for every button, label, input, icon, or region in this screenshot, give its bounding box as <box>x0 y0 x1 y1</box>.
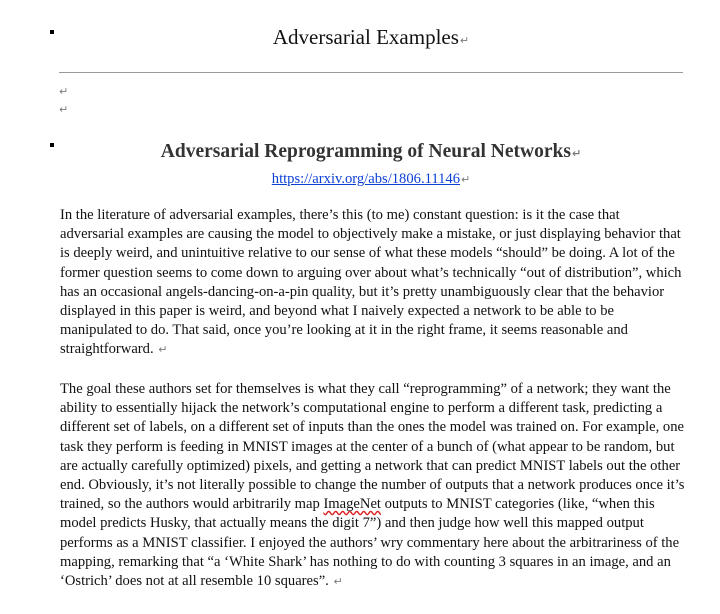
article-title <box>60 140 682 166</box>
paragraph-1-text: In the literature of adversarial examples, there’s this (to me) constant question: is it the case that adversarial examples are causing the model to objectively make a mistake, or just displaying behavior that is deeply weird, and unintuitive relative to our sense of what these models “should” be doing. A lot of the former question seems to come down to arguing over about what’s technically “out of distribution”, which has an occasional angels-dancing-on-a-pin quality, but it’s pretty unambiguously clear that the behavior displayed in this paper is weird, and beyond what I naively expected a network to be able to be manipulated to do. That said, once you’re looking at it in the right frame, it seems reasonable and straightforward. <box>60 207 682 358</box>
paragraph-mark-icon: ↵ <box>333 575 343 589</box>
document-title <box>60 24 682 54</box>
body-paragraph-2 <box>60 380 686 591</box>
paragraph-mark-icon: ↵ <box>158 343 168 357</box>
horizontal-rule <box>59 72 683 73</box>
paragraph-mark-icon: ↵ <box>59 103 69 116</box>
paragraph-mark-icon: ↵ <box>461 173 471 186</box>
spellcheck-flagged-word[interactable]: ImageNet <box>323 496 381 513</box>
paragraph-anchor-bullet <box>50 143 54 147</box>
article-link-line <box>60 170 682 189</box>
paragraph-2-text-start: The goal these authors set for themselves is what they call “reprogramming” of a network; they want the ability to essentially hijack the network’s computational engine to perform a different task, predicting a different set of labels, on a different set of inputs than the ones the model was trained on. For example, one task they perform is feeding in MNIST images at the center of a bunch of (what appear to be random, but are actually carefully optimized) pixels, and getting a network that can predict MNIST labels out the other end. Obviously, it’s not literally possible to change the number of outputs that a network produces once it’s trained, so the authors would arbitrarily map <box>60 381 685 513</box>
paragraph-anchor-bullet <box>50 30 54 34</box>
article-title-text: Adversarial Reprogramming of Neural Networks <box>160 141 571 162</box>
paragraph-2-text-end: outputs to MNIST categories (like, “when this model predicts Husky, that actually means the digit 7”) and then judge how well this mapped output performs as a MNIST classifier. I enjoyed the authors’ wry commentary here about the arbitrariness of the mapping, remarking that “a ‘White Shark’ has nothing to do with counting 3 squares in an image, and an ‘Ostrich’ does not at all resemble 10 squares”. <box>60 496 680 590</box>
document-title-text: Adversarial Examples <box>272 25 459 49</box>
empty-paragraph <box>58 84 68 99</box>
body-paragraph-1 <box>60 206 686 360</box>
paragraph-mark-icon: ↵ <box>459 34 470 47</box>
empty-paragraph <box>58 102 68 117</box>
paragraph-mark-icon: ↵ <box>59 85 69 98</box>
arxiv-link[interactable]: https://arxiv.org/abs/1806.11146 <box>271 171 460 187</box>
paragraph-mark-icon: ↵ <box>571 147 582 160</box>
